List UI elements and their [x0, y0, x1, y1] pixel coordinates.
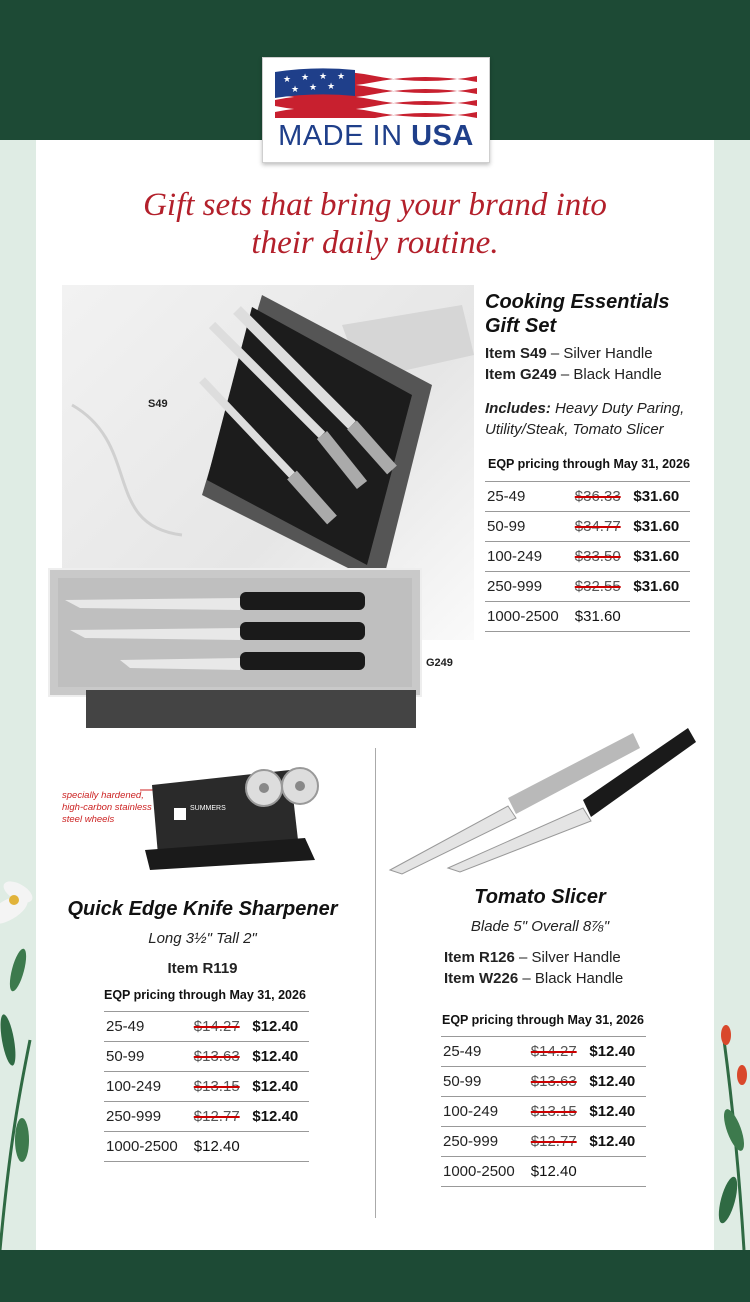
new-price-cell: $12.40: [250, 1072, 309, 1102]
item-desc: – Black Handle: [518, 970, 624, 987]
sharpener-item: Item R119: [167, 960, 238, 977]
svg-text:★: ★: [301, 73, 310, 83]
old-price-cell: [529, 1127, 588, 1157]
table-row: [485, 512, 690, 542]
qty-cell: 25-49: [485, 482, 573, 512]
headline-line-1: Gift sets that bring your brand into: [143, 187, 607, 223]
svg-text:★: ★: [309, 83, 318, 93]
callout-line-3: steel wheels: [62, 814, 115, 825]
cooking-price-table: [485, 481, 690, 632]
svg-text:★: ★: [319, 72, 328, 82]
new-price-cell: $12.40: [587, 1097, 646, 1127]
item-desc: – Black Handle: [556, 366, 662, 383]
item-code: Item W226: [444, 970, 519, 987]
new-price-cell: $12.40: [250, 1012, 309, 1042]
knife-sharpener-image: [140, 760, 340, 875]
qty-cell: 1000-2500: [485, 602, 573, 632]
qty-cell: 100-249: [104, 1072, 192, 1102]
table-row: [104, 1072, 309, 1102]
new-price-cell: $31.60: [631, 512, 690, 542]
item-code: Item G249: [485, 366, 557, 383]
qty-cell: 50-99: [485, 512, 573, 542]
black-handle-knife-set-image: [50, 570, 420, 695]
table-row: [485, 572, 690, 602]
new-price-cell: $12.40: [587, 1067, 646, 1097]
table-row: [441, 1127, 646, 1157]
includes-label: Includes:: [485, 400, 551, 417]
old-price: $32.55: [574, 578, 621, 595]
qty-cell: 100-249: [441, 1097, 529, 1127]
sharpener-callout: [62, 790, 152, 826]
item-desc: – Silver Handle: [514, 949, 621, 966]
floral-decoration-right: [714, 140, 750, 1250]
qty-cell: 25-49: [104, 1012, 192, 1042]
item-code: Item R126: [444, 949, 515, 966]
table-row: [441, 1067, 646, 1097]
new-price-cell: $12.40: [587, 1037, 646, 1067]
old-price: $12.77: [530, 1133, 577, 1150]
cooking-eqp-note: EQP pricing through May 31, 2026: [488, 457, 690, 471]
old-price: $14.27: [193, 1018, 240, 1035]
sharpener-brand: SUMMERS: [190, 805, 226, 812]
new-price-cell: $31.60: [631, 542, 690, 572]
includes-text: Heavy Duty Paring,: [550, 400, 685, 417]
badge-text-light: MADE IN: [278, 120, 403, 152]
left-floral-border: [0, 140, 36, 1250]
tag-s49: S49: [148, 398, 168, 410]
old-price-cell: [529, 1067, 588, 1097]
headline: [80, 186, 670, 262]
new-price-cell: $12.40: [250, 1042, 309, 1072]
item-desc: – Silver Handle: [546, 345, 653, 362]
bottom-band: [0, 1250, 750, 1302]
table-row: [485, 542, 690, 572]
price-cell: $12.40: [529, 1157, 646, 1187]
old-price: $13.63: [193, 1048, 240, 1065]
qty-cell: 250-999: [441, 1127, 529, 1157]
new-price-cell: $31.60: [631, 572, 690, 602]
old-price-cell: [529, 1037, 588, 1067]
tomato-eqp-note: EQP pricing through May 31, 2026: [442, 1013, 644, 1027]
item-code: Item S49: [485, 345, 547, 362]
cooking-set-title-line-1: Cooking Essentials: [485, 291, 670, 313]
headline-line-2: their daily routine.: [251, 225, 499, 261]
svg-text:★: ★: [291, 85, 300, 95]
badge-label: [263, 120, 489, 153]
old-price: $34.77: [574, 518, 621, 535]
g249-box-base: [86, 690, 416, 728]
floral-decoration-left: [0, 140, 36, 1250]
callout-line-1: specially hardened,: [62, 790, 144, 801]
price-cell: $31.60: [573, 602, 690, 632]
new-price-cell: $12.40: [587, 1127, 646, 1157]
table-row: [441, 1157, 646, 1187]
tomato-price-table: [441, 1036, 646, 1187]
qty-cell: 250-999: [485, 572, 573, 602]
table-row: [104, 1102, 309, 1132]
qty-cell: 25-49: [441, 1037, 529, 1067]
old-price: $12.77: [193, 1108, 240, 1125]
table-row: [441, 1097, 646, 1127]
old-price: $14.27: [530, 1043, 577, 1060]
us-flag-icon: [275, 66, 477, 118]
sharpener-dims: Long 3½" Tall 2": [148, 930, 257, 947]
cooking-set-title: [485, 290, 670, 338]
cooking-includes-line-1: [485, 398, 684, 419]
tomato-title: Tomato Slicer: [474, 886, 606, 908]
old-price-cell: [573, 482, 632, 512]
qty-cell: 100-249: [485, 542, 573, 572]
sharpener-price-table: [104, 1011, 309, 1162]
cooking-item-g249: [485, 364, 662, 385]
tomato-item-r126: [444, 947, 621, 968]
tomato-item-w226: [444, 968, 623, 989]
qty-cell: 50-99: [104, 1042, 192, 1072]
sharpener-title: Quick Edge Knife Sharpener: [67, 898, 338, 920]
qty-cell: 1000-2500: [104, 1132, 192, 1162]
badge-text-bold: USA: [411, 120, 474, 152]
qty-cell: 1000-2500: [441, 1157, 529, 1187]
tag-g249: G249: [426, 657, 453, 669]
old-price-cell: [529, 1097, 588, 1127]
svg-text:★: ★: [337, 72, 346, 82]
g249-box-photo: [48, 568, 422, 697]
table-row: [485, 482, 690, 512]
old-price: $33.50: [574, 548, 621, 565]
new-price-cell: $12.40: [250, 1102, 309, 1132]
svg-text:★: ★: [327, 82, 336, 92]
price-cell: $12.40: [192, 1132, 309, 1162]
table-row: [104, 1042, 309, 1072]
old-price: $13.63: [530, 1073, 577, 1090]
cooking-set-title-line-2: Gift Set: [485, 315, 557, 337]
right-floral-border: [714, 140, 750, 1250]
cooking-item-s49: [485, 343, 653, 364]
qty-cell: 50-99: [441, 1067, 529, 1097]
table-row: [104, 1132, 309, 1162]
tomato-dims: Blade 5" Overall 8⅞": [470, 918, 610, 935]
old-price-cell: [192, 1042, 251, 1072]
old-price-cell: [573, 572, 632, 602]
table-row: [485, 602, 690, 632]
old-price: $36.33: [574, 488, 621, 505]
old-price-cell: [192, 1072, 251, 1102]
old-price: $13.15: [530, 1103, 577, 1120]
table-row: [104, 1012, 309, 1042]
old-price: $13.15: [193, 1078, 240, 1095]
column-divider: [375, 748, 376, 1218]
new-price-cell: $31.60: [631, 482, 690, 512]
svg-text:★: ★: [283, 75, 292, 85]
sharpener-eqp-note: EQP pricing through May 31, 2026: [104, 988, 306, 1002]
tomato-slicer-image: [388, 718, 698, 878]
made-in-usa-badge: [262, 57, 490, 163]
old-price-cell: [573, 512, 632, 542]
old-price-cell: [192, 1102, 251, 1132]
qty-cell: 250-999: [104, 1102, 192, 1132]
table-row: [441, 1037, 646, 1067]
callout-line-2: high-carbon stainless: [62, 802, 152, 813]
old-price-cell: [192, 1012, 251, 1042]
old-price-cell: [573, 542, 632, 572]
cooking-includes-line-2: Utility/Steak, Tomato Slicer: [485, 421, 664, 438]
